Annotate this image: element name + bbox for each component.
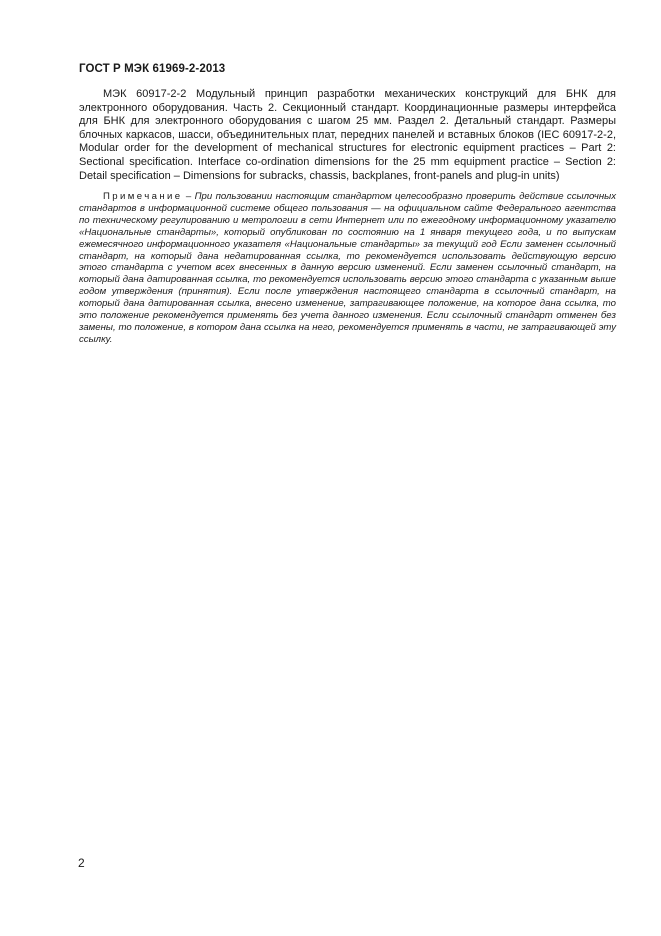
standard-code-header: ГОСТ Р МЭК 61969-2-2013 bbox=[79, 63, 226, 75]
normative-reference-paragraph: МЭК 60917-2-2 Модульный принцип разработки механических конструкций для БНК для электронного оборудования. Часть 2. Секционный стандарт. Координационные размеры интерфейса для БНК для электронного оборудования с шагом 25 мм. Раздел 2. Детальный стандарт. Размеры блочных каркасов, шасси, объединительных плат, передних панелей и вставных блоков (IEC 60917-2-2, Modular order for the development of mechanical structures for electronic equipment practices – Part 2: Sectional specification. Interface co-ordination dimensions for the 25 mm equipment practice – Section 2: Detail specification – Dimensions for subracks, chassis, backplanes, front-panels and plug-in units) bbox=[79, 88, 616, 182]
page-number: 2 bbox=[78, 856, 85, 870]
note-paragraph bbox=[79, 191, 616, 346]
note-dash: – bbox=[182, 191, 195, 202]
note-body: При пользовании настоящим стандартом целесообразно проверить действие ссылочных стандартов в информационной системе общего пользования — на официальном сайте Федерального агентства по техническому регулированию и метрологии в сети Интернет или по ежегодному информационному указателю «Национальные стандарты», который опубликован по состоянию на 1 января текущего года, и по выпускам ежемесячного информационного указателя «Национальные стандарты» за текущий год Если заменен ссылочный стандарт, на который дана недатированная ссылка, то рекомендуется использовать действующую версию этого стандарта с учетом всех внесенных в данную версию изменений. Если заменен ссылочный стандарт, на который дана датированная ссылка, то рекомендуется использовать версию этого стандарта с указанным выше годом утверждения (принятия). Если после утверждения настоящего стандарта в ссылочный стандарт, на который дана датированная ссылка, внесено изменение, затрагивающее положение, на которое дана ссылка, то это положение рекомендуется применять без учета данного изменения. Если ссылочный стандарт отменен без замены, то положение, в котором дана ссылка на него, рекомендуется применять в части, не затрагивающей эту ссылку. bbox=[79, 191, 616, 345]
note-label: Примечание bbox=[103, 191, 183, 202]
